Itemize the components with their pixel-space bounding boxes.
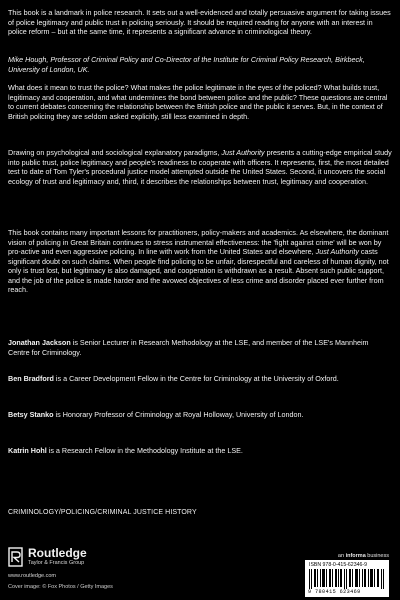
author-bio-1 bbox=[8, 338, 392, 357]
author-bio-text: is a Research Fellow in the Methodology Institute at the LSE. bbox=[46, 446, 243, 455]
publisher-logo bbox=[8, 545, 148, 585]
author-bio-4 bbox=[8, 446, 392, 456]
informa-brand: informa bbox=[345, 553, 366, 559]
author-name: Ben Bradford bbox=[8, 374, 54, 383]
author-name: Jonathan Jackson bbox=[8, 338, 71, 347]
isbn-barcode bbox=[305, 560, 389, 597]
publisher-url: www.routledge.com bbox=[8, 573, 56, 579]
informa-prefix: an bbox=[337, 553, 346, 559]
author-bio-text: is Honorary Professor of Criminology at Royal Holloway, University of London. bbox=[53, 410, 304, 419]
author-name: Katrin Hohl bbox=[8, 446, 47, 455]
blurb-paragraph-4 bbox=[8, 228, 392, 295]
blurb-p4-before: This book contains many important lessons for practitioners, policy-makers and academics. As elsewhere, the dominant vision of policing in Great Britain continues to stress instrumental effectiveness: the 'fight against crime' will be won by pro-active and even aggressive policing. In line with work from the United States and elsewhere, bbox=[8, 228, 389, 257]
book-title-italic: Just Authority bbox=[315, 247, 359, 257]
endorsement-text: Mike Hough, Professor of Criminal Policy and Co-Director of the Institute for Criminal Policy Research, Birkbeck, University of London, UK. bbox=[8, 55, 365, 74]
blurb-p4-after: casts significant doubt on such claims. When people find policing to be unfair, disrespectful and careless of human dignity, not only is trust lost, but legitimacy is also damaged, and cooperation is withdrawn as a result. Absent such public support, and the job of the police is made harder and the avowed objectives of less crime and disorder placed ever further from reach. bbox=[8, 247, 389, 295]
barcode-number: 9 780415 623469 bbox=[308, 589, 361, 595]
routledge-logo-icon bbox=[8, 547, 23, 567]
book-title-italic: Just Authority bbox=[221, 148, 265, 157]
blurb-paragraph-1: This book is a landmark in police research. It sets out a well-evidenced and totally persuasive argument for taking issues of police legitimacy and public trust in policing seriously. It should be required reading for anyone with an interest in police reform – but at the same time, it represents a significant advance in criminological theory. bbox=[8, 8, 391, 37]
cover-image-credit: Cover image: © Fox Photos / Getty Images bbox=[8, 584, 113, 590]
barcode-bars-icon bbox=[309, 569, 385, 589]
author-bio-text: is a Career Development Fellow in the Centre for Criminology at the University of Oxford. bbox=[53, 374, 339, 383]
informa-suffix: business bbox=[365, 553, 389, 559]
blurb-p3-before: Drawing on psychological and sociological explanatory paradigms, bbox=[8, 148, 222, 157]
endorsement-attribution bbox=[8, 55, 392, 74]
author-bio-text: is Senior Lecturer in Research Methodology at the LSE, and member of the LSE's Mannheim Centre for Criminology. bbox=[8, 338, 369, 357]
subject-categories: CRIMINOLOGY/POLICING/CRIMINAL JUSTICE HISTORY bbox=[8, 509, 197, 516]
informa-business-label bbox=[338, 553, 389, 559]
blurb-paragraph-3 bbox=[8, 148, 392, 186]
author-name: Betsy Stanko bbox=[8, 410, 54, 419]
blurb-p3-after: presents a cutting-edge empirical study into public trust, police legitimacy and people's readiness to cooperate with officers. It represents, first, the most detailed test to date of Tom Tyler's procedural justice model attempted outside the United States. Second, it uncovers the social ecology of trust and legitimacy and, third, it describes the relationships between trust, legitimacy and cooperation. bbox=[8, 148, 392, 186]
blurb-paragraph-2: What does it mean to trust the police? What makes the police legitimate in the eyes of the policed? What builds trust, legitimacy and cooperation, and what undermines the bond between police and the public? These questions are central to current debates concerning the relationship between the British police and the public it serves. But, in the context of British policing they are seldom asked explicitly, still less examined in depth. bbox=[8, 83, 388, 121]
author-bio-2 bbox=[8, 374, 392, 384]
author-bio-3 bbox=[8, 410, 392, 420]
isbn-number: ISBN 978-0-415-62346-9 bbox=[309, 562, 367, 568]
publisher-name: Routledge bbox=[28, 546, 87, 560]
publisher-group: Taylor & Francis Group bbox=[28, 560, 85, 566]
